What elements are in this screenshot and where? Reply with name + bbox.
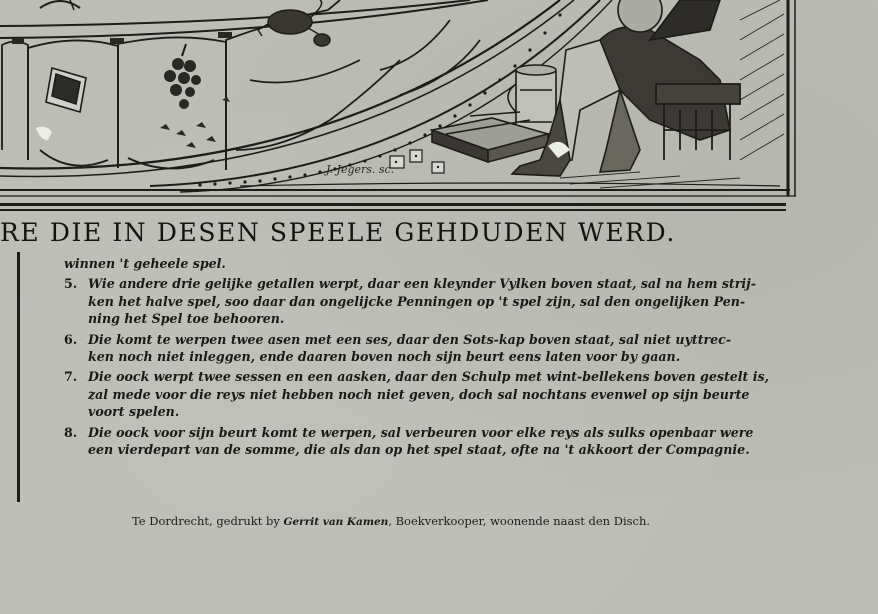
rule-item-8 — [64, 424, 754, 459]
horizontal-rule-thin — [0, 209, 786, 211]
rule-item-7 — [64, 368, 770, 420]
rule-line: een vierdepart van de somme, die als dan op het spel staat, ofte na 't akkoort der Compagnie. — [88, 442, 750, 458]
imprint-prefix: Te Dordrecht, gedrukt by — [132, 514, 280, 528]
engraving-illustration — [0, 0, 796, 200]
rules-text — [64, 255, 770, 461]
rule-number: 5. — [64, 276, 78, 292]
rule-item-6 — [64, 331, 754, 366]
rule-line: voort spelen. — [88, 404, 180, 420]
rule-number: 8. — [64, 424, 78, 440]
rule-line: Die oock voor sijn beurt komt te werpen, sal verbeuren voor elke reys als sulks openbaar were — [88, 424, 754, 440]
rule-line: Die oock werpt twee sessen en een aasken, daar den Schulp met wint-bellekens boven gestelt is, — [88, 369, 770, 385]
engraving-artwork — [0, 0, 796, 200]
rule-number: 7. — [64, 369, 78, 385]
imprint-printer-name: Gerrit van Kamen — [283, 516, 389, 528]
rule-line: Wie andere drie gelijke getallen werpt, daar een kleynder Vylken boven staat, sal na hem strij- — [88, 276, 756, 292]
intro-line: winnen 't geheele spel. — [64, 256, 226, 271]
rule-line: Die komt te werpen twee asen met een ses, daar den Sots-kap boven staat, sal niet uyttrec- — [88, 331, 732, 347]
printer-imprint — [132, 514, 650, 528]
vertical-margin-rule — [17, 252, 20, 502]
rule-line: ning het Spel toe behooren. — [88, 311, 285, 327]
imprint-suffix: , Boekverkooper, woonende naast den Disch. — [388, 514, 651, 528]
rule-item-5 — [64, 275, 754, 327]
rules-heading: RE DIE IN DESEN SPEELE GEHDUDEN WERD. — [0, 218, 676, 247]
rule-line: zal mede voor die reys niet hebben noch niet geven, doch sal nochtans evenwel op sijn beurte — [88, 386, 750, 402]
engraver-signature: J. Jegers. sc. — [326, 163, 395, 176]
rule-line: ken het halve spel, soo daar dan ongelijcke Penningen op 't spel zijn, sal den ongelijken Pen- — [88, 293, 746, 309]
rule-number: 6. — [64, 331, 78, 347]
horizontal-rule — [0, 203, 786, 206]
rule-line: ken noch niet inleggen, ende daaren boven noch sijn beurt eens laten voor by gaan. — [88, 349, 681, 365]
